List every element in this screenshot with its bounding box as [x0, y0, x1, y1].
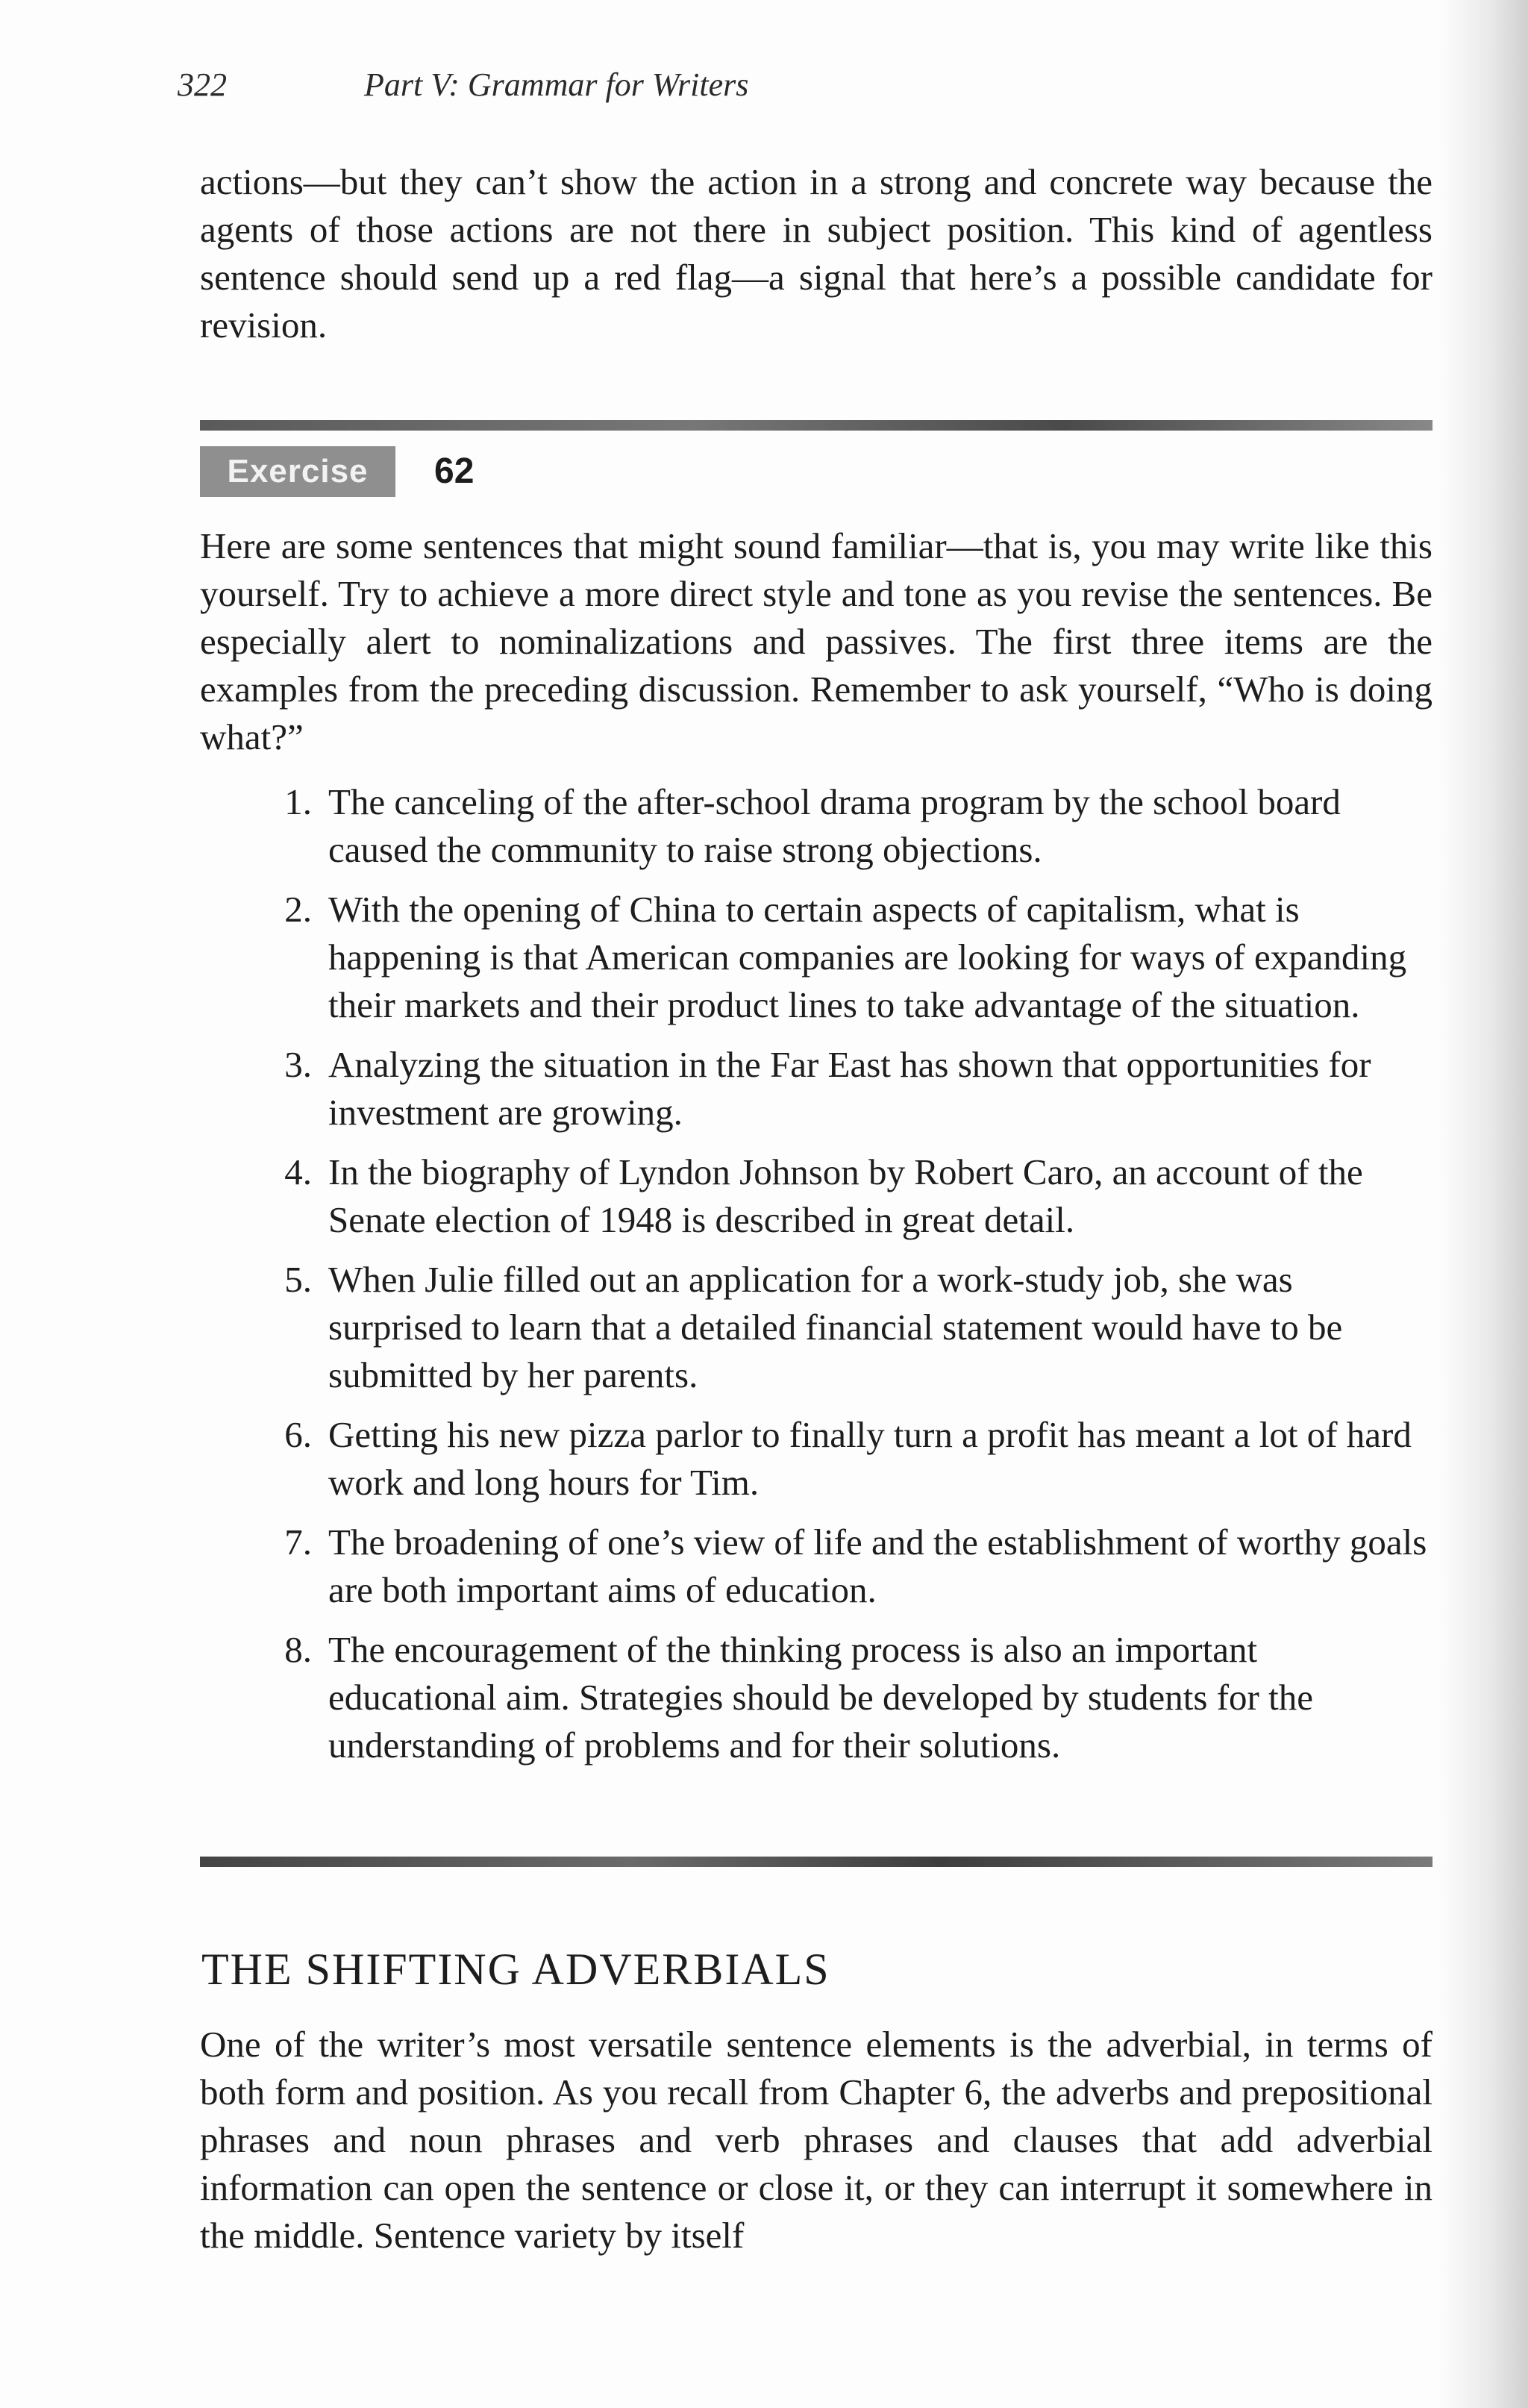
item-text: The encouragement of the thinking process is also an important educational aim. Strategies should be developed by students for the understanding of problems and for their solutions.	[328, 1629, 1313, 1766]
item-number: 8.	[284, 1629, 312, 1670]
item-number: 1.	[284, 781, 312, 822]
item-text: The canceling of the after-school drama program by the school board caused the community to raise strong objections.	[328, 781, 1341, 870]
item-text: When Julie filled out an application for a work-study job, she was surprised to learn that a detailed financial statement would have to be submitted by her parents.	[328, 1259, 1343, 1395]
item-number: 6.	[284, 1414, 312, 1455]
exercise-item	[246, 1626, 1432, 1769]
exercise-top-rule	[200, 420, 1432, 431]
item-text: The broadening of one’s view of life and the establishment of worthy goals are both important aims of education.	[328, 1522, 1427, 1610]
page-number: 322	[178, 66, 227, 103]
exercise-item	[246, 1519, 1432, 1614]
item-text: In the biography of Lyndon Johnson by Robert Caro, an account of the Senate election of 1948 is described in great detail.	[328, 1151, 1363, 1240]
exercise-item	[246, 1041, 1432, 1136]
item-number: 2.	[284, 889, 312, 930]
exercise-bottom-rule	[200, 1857, 1432, 1867]
exercise-item	[246, 1411, 1432, 1507]
exercise-number: 62	[434, 451, 475, 491]
exercise-item	[246, 778, 1432, 874]
running-head	[178, 66, 748, 104]
item-number: 7.	[284, 1522, 312, 1563]
exercise-label-badge: Exercise	[200, 446, 395, 497]
item-number: 4.	[284, 1151, 312, 1192]
section-heading: THE SHIFTING ADVERBIALS	[201, 1945, 830, 1994]
item-text: With the opening of China to certain aspects of capitalism, what is happening is that American companies are looking for ways of expanding their markets and their product lines to take advantage of the situation.	[328, 889, 1407, 1025]
exercise-item-list	[246, 778, 1432, 1781]
section-paragraph: One of the writer’s most versatile sentence elements is the adverbial, in terms of both form and position. As you recall from Chapter 6, the adverbs and prepositional phrases and noun phrases and verb phrases and clauses that add adverbial information can open the sentence or close it, or they can interrupt it somewhere in the middle. Sentence variety by itself	[200, 2024, 1432, 2256]
running-title: Part V: Grammar for Writers	[364, 66, 749, 103]
item-number: 5.	[284, 1259, 312, 1300]
page-gutter-shadow	[1438, 0, 1528, 2408]
exercise-item	[246, 886, 1432, 1029]
item-number: 3.	[284, 1044, 312, 1085]
item-text: Getting his new pizza parlor to finally turn a profit has meant a lot of hard work and long hours for Tim.	[328, 1414, 1412, 1503]
continued-paragraph: actions—but they can’t show the action in a strong and concrete way because the agents of those actions are not there in subject position. This kind of agentless sentence should send up a red flag—a signal that here’s a possible candidate for revision.	[200, 161, 1432, 345]
exercise-item	[246, 1256, 1432, 1399]
item-text: Analyzing the situation in the Far East has shown that opportunities for investment are growing.	[328, 1044, 1371, 1133]
exercise-item	[246, 1148, 1432, 1244]
exercise-instructions: Here are some sentences that might sound familiar—that is, you may write like this yourself. Try to achieve a more direct style and tone as you revise the sentences. Be especially alert to nominalizations and passives. The first three items are the examples from the preceding discussion. Remember to ask yourself, “Who is doing what?”	[200, 525, 1432, 757]
